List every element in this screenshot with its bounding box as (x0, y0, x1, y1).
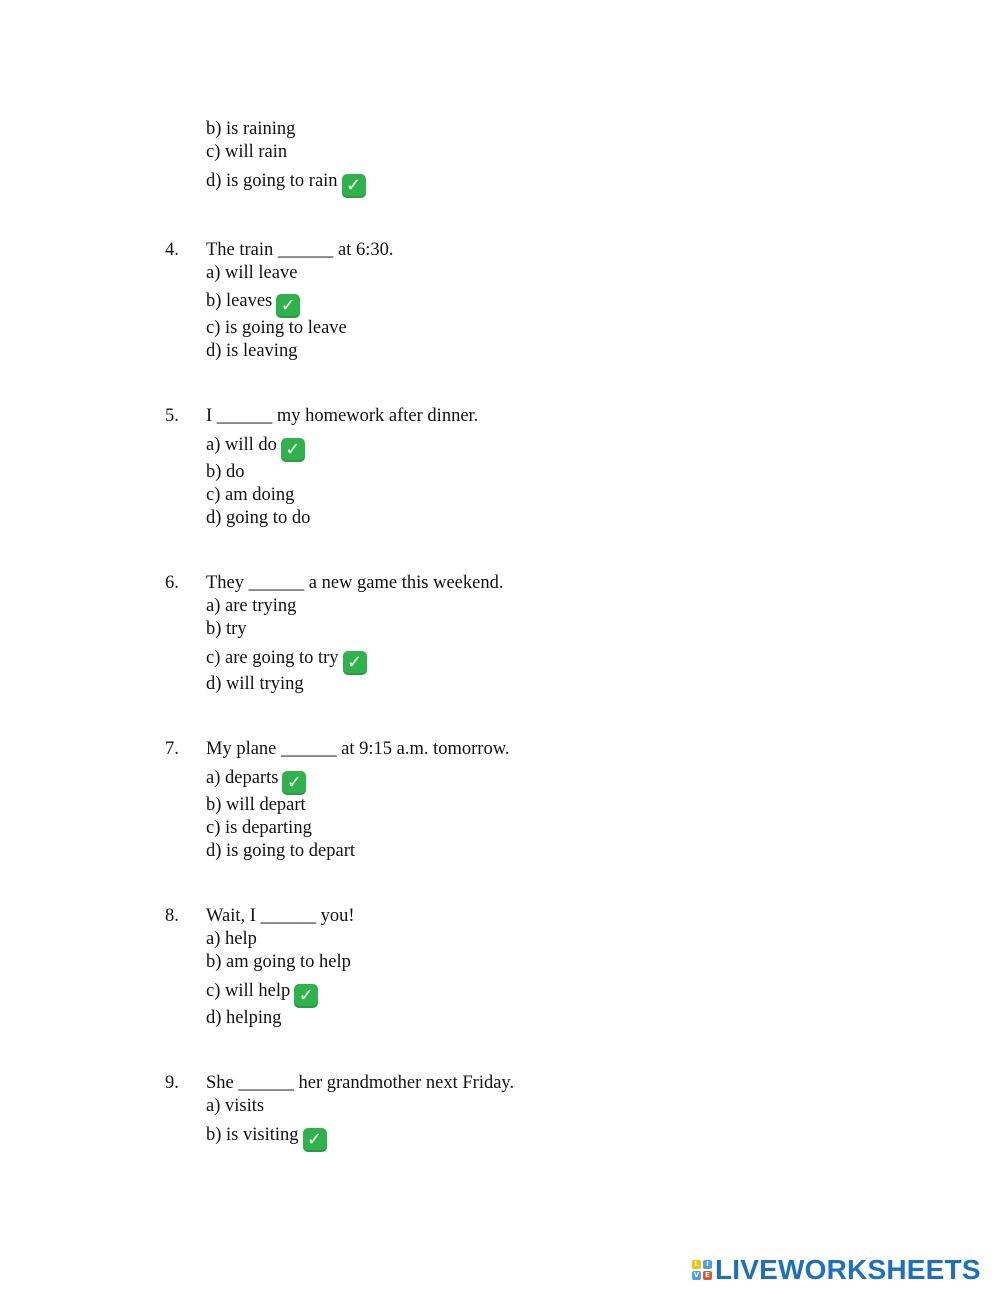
q6-option-c[interactable]: c) are going to try ✓ (206, 647, 367, 675)
q3-option-c[interactable]: c) will rain (206, 142, 288, 162)
logo-blocks-icon: L I V E (692, 1260, 712, 1280)
q5-number: 5. (165, 406, 179, 426)
q9-option-b[interactable]: b) is visiting ✓ (206, 1124, 327, 1152)
q8-option-a[interactable]: a) help (206, 929, 257, 949)
q8-prompt: Wait, I ______ you! (206, 906, 355, 926)
q4-option-d[interactable]: d) is leaving (206, 341, 298, 361)
q8-option-d[interactable]: d) helping (206, 1008, 282, 1028)
check-mark-icon: ✓ (294, 984, 318, 1008)
check-mark-icon: ✓ (281, 438, 305, 462)
q9-option-a[interactable]: a) visits (206, 1096, 265, 1116)
q4-option-b[interactable]: b) leaves ✓ (206, 290, 300, 318)
check-mark-icon: ✓ (342, 174, 366, 198)
q8-option-b[interactable]: b) am going to help (206, 952, 351, 972)
logo-text: LIVEWORKSHEETS (715, 1254, 981, 1285)
q7-option-a[interactable]: a) departs ✓ (206, 767, 306, 795)
q5-prompt: I ______ my homework after dinner. (206, 406, 479, 426)
q4-prompt: The train ______ at 6:30. (206, 240, 394, 260)
q4-option-a[interactable]: a) will leave (206, 263, 298, 283)
q6-number: 6. (165, 573, 179, 593)
q8-number: 8. (165, 906, 179, 926)
q5-option-c[interactable]: c) am doing (206, 485, 295, 505)
q7-number: 7. (165, 739, 179, 759)
liveworksheets-logo (692, 1256, 981, 1284)
q8-option-c[interactable]: c) will help ✓ (206, 980, 318, 1008)
q4-number: 4. (165, 240, 179, 260)
check-mark-icon: ✓ (282, 771, 306, 795)
q5-option-b[interactable]: b) do (206, 462, 245, 482)
q6-option-d[interactable]: d) will trying (206, 674, 304, 694)
q6-option-a[interactable]: a) are trying (206, 596, 297, 616)
q9-prompt: She ______ her grandmother next Friday. (206, 1073, 515, 1093)
check-mark-icon: ✓ (276, 294, 300, 318)
check-mark-icon: ✓ (343, 651, 367, 675)
q7-option-d[interactable]: d) is going to depart (206, 841, 356, 861)
q4-option-c[interactable]: c) is going to leave (206, 318, 347, 338)
q7-option-c[interactable]: c) is departing (206, 818, 312, 838)
q5-option-a[interactable]: a) will do ✓ (206, 434, 305, 462)
q7-prompt: My plane ______ at 9:15 a.m. tomorrow. (206, 739, 510, 759)
q7-option-b[interactable]: b) will depart (206, 795, 306, 815)
q3-option-d[interactable]: d) is going to rain ✓ (206, 170, 366, 198)
check-mark-icon: ✓ (303, 1128, 327, 1152)
q6-prompt: They ______ a new game this weekend. (206, 573, 504, 593)
q5-option-d[interactable]: d) going to do (206, 508, 311, 528)
q9-number: 9. (165, 1073, 179, 1093)
q6-option-b[interactable]: b) try (206, 619, 247, 639)
q3-option-b[interactable]: b) is raining (206, 119, 296, 139)
